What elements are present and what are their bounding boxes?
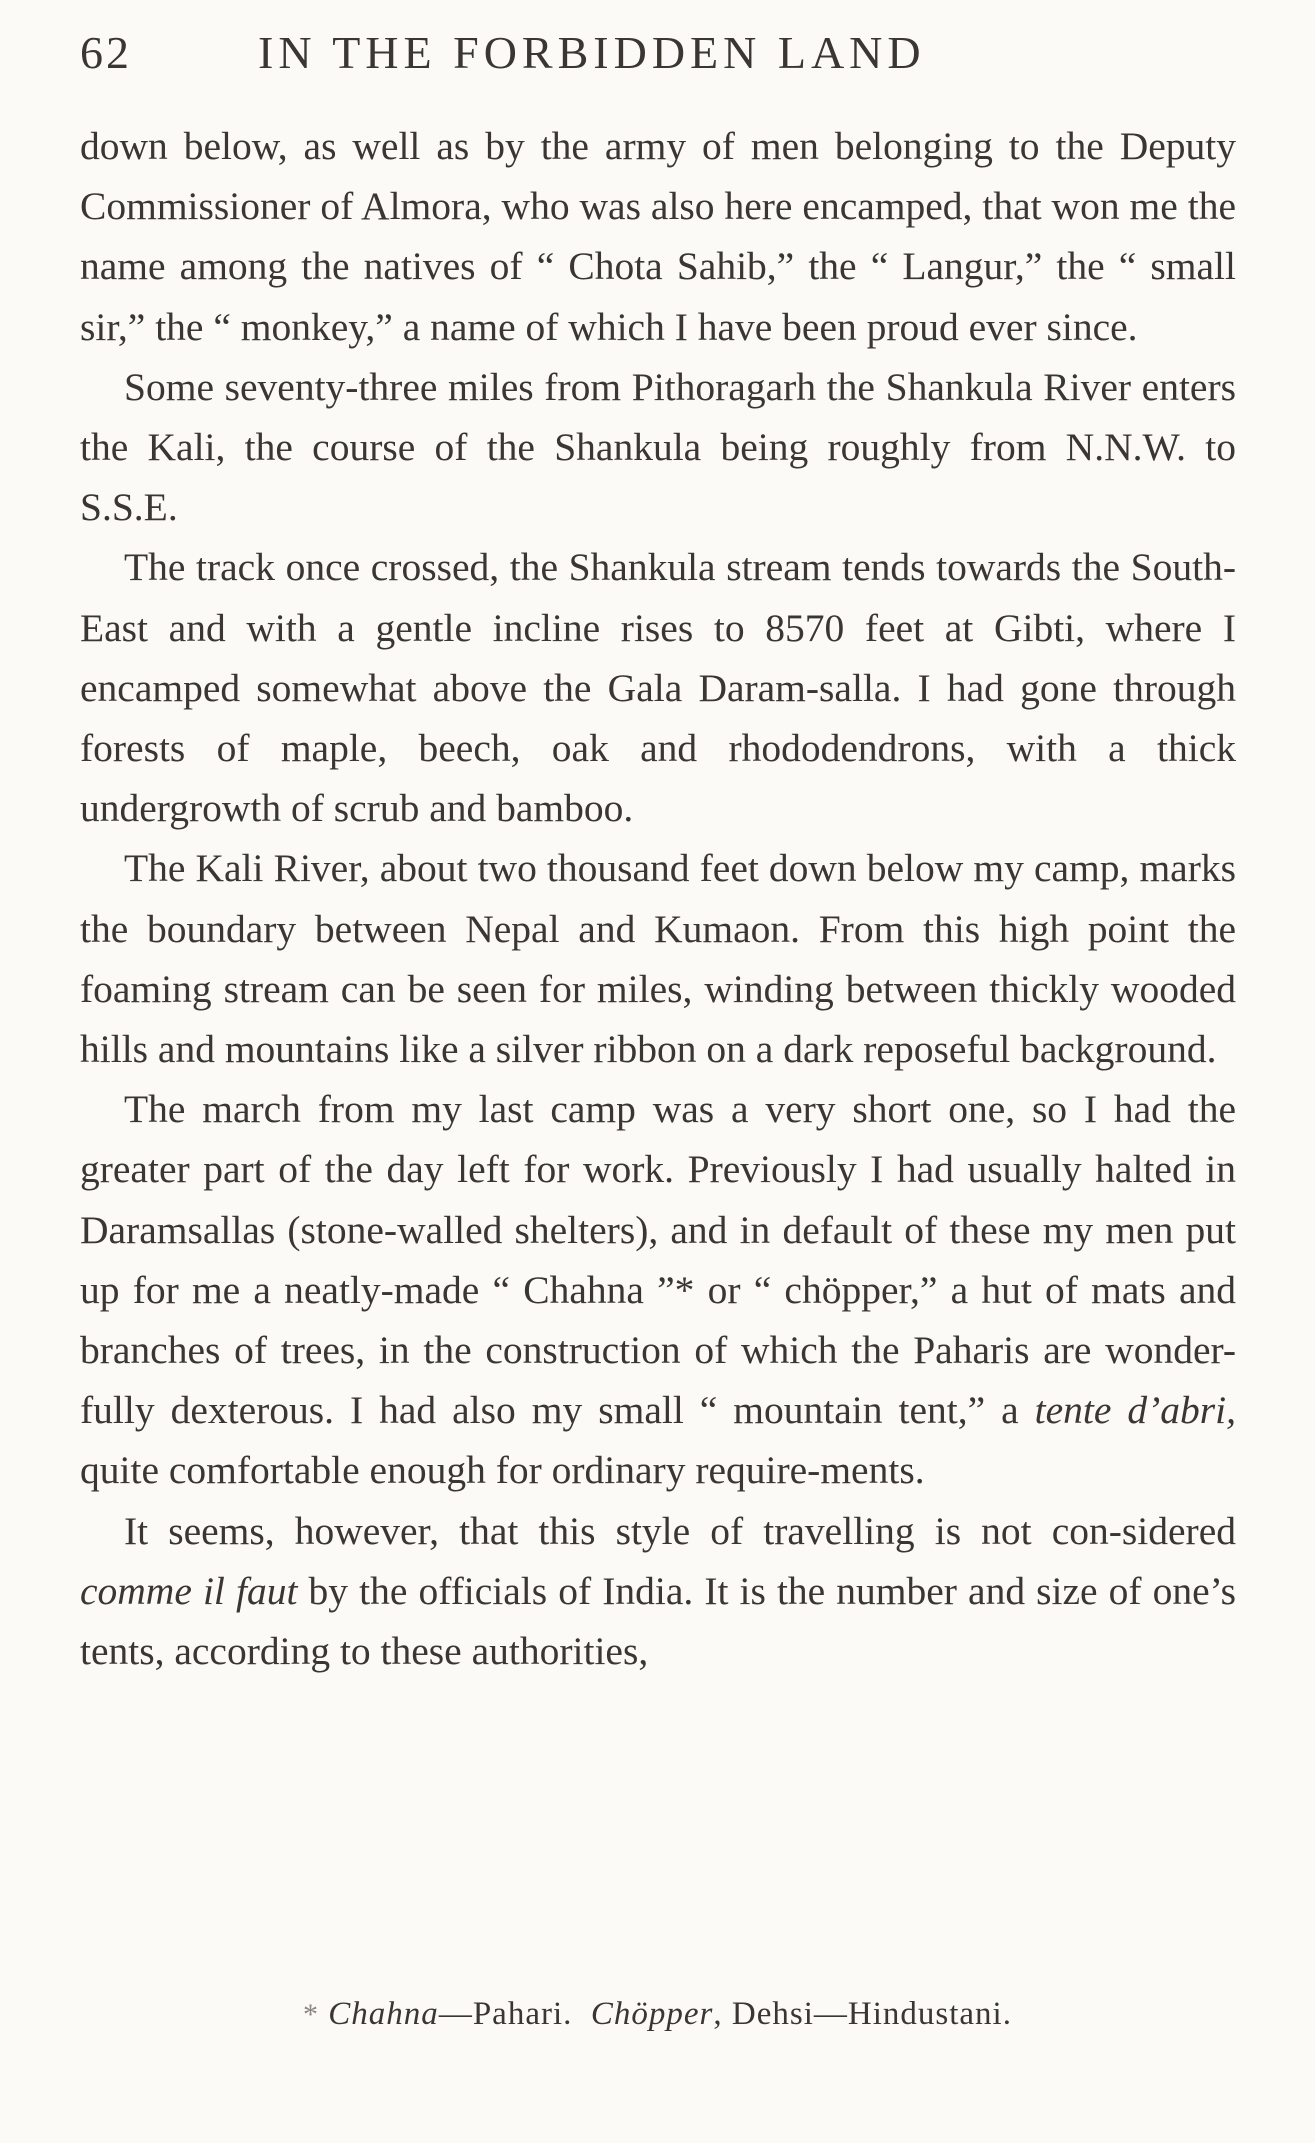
paragraph-6-text: It seems, however, that this style of travelling is not con-sidered	[124, 1508, 1236, 1553]
paragraph-6-italic: comme il faut	[80, 1568, 298, 1613]
footnote-gloss-1: —Pahari.	[438, 1996, 573, 2032]
paragraph-4: The Kali River, about two thousand feet down below my camp, marks the boundary between Nepal and Kumaon. From this high point the foaming stream can be seen for miles, winding between thickly wooded hills and mountains like a silver ribbon on a dark reposeful background.	[80, 846, 1236, 1072]
footnote-marker: *	[303, 1998, 320, 2031]
footnote-gloss-2: , Dehsi—Hindustani.	[713, 1996, 1012, 2032]
paragraph-2: Some seventy-three miles from Pithoragarh the Shankula River enters the Kali, the course of the Shankula being roughly from N.N.W. to S.S.E.	[80, 364, 1236, 530]
paragraph-5	[80, 1079, 1236, 1500]
running-header	[80, 26, 1240, 86]
paragraph-3: The track once crossed, the Shankula stream tends towards the South-East and with a gentle incline rises to 8570 feet at Gibti, where I encamped somewhat above the Gala Daram-salla. I had gone through forests of maple, beech, oak and rhododendrons, with a thick undergrowth of scrub and bamboo.	[80, 545, 1236, 831]
footnote	[0, 1996, 1315, 2033]
page-number: 62	[80, 27, 132, 78]
footnote-term-1: Chahna	[328, 1996, 439, 2032]
footnote-term-2: Chöpper	[590, 1996, 714, 2032]
paragraph-6	[80, 1501, 1236, 1682]
paragraph-5-text-end: quite comfortable enough for ordinary require-ments.	[80, 1448, 925, 1493]
body-text	[80, 116, 1236, 1681]
paragraph-5-text: The march from my last camp was a very short one, so I had the greater part of the day left for work. Previously I had usually halted in Daramsallas (stone-walled shelters), and in default of these my men put up for me a neatly-made “ Chahna ”* or “ chöpper,” a hut of mats and branches of trees, in the construction of which the Paharis are wonder-fully dexterous. I had also my small “ mountain tent,” a	[80, 1087, 1236, 1433]
paragraph-6-text-end: by the officials of India. It is the number and size of one’s tents, according to these authorities,	[80, 1568, 1237, 1674]
running-title: IN THE FORBIDDEN LAND	[258, 27, 926, 78]
paragraph-5-italic: tente d’abri,	[1034, 1388, 1236, 1433]
paragraph-1: down below, as well as by the army of men belonging to the Deputy Commissioner of Almora, who was also here encamped, that won me the name among the natives of “ Chota Sahib,” the “ Langur,” the “ small sir,” the “ monkey,” a name of which I have been proud ever since.	[80, 124, 1236, 349]
